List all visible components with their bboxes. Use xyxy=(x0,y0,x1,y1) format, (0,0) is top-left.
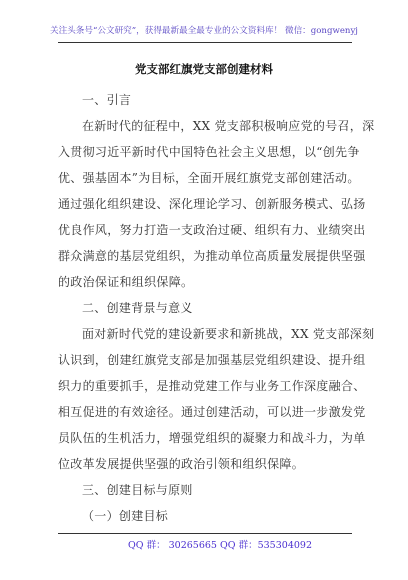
footer-qq-group-1: QQ 群： 30265665 xyxy=(128,540,217,551)
section-heading-goals: 三、创建目标与原则 xyxy=(82,483,193,497)
header-divider xyxy=(58,42,352,43)
paragraph-line: 在新时代的征程中，XX 党支部积极响应党的号召，深 xyxy=(82,119,375,133)
section-heading-intro: 一、引言 xyxy=(82,93,132,107)
paragraph-line: 群众满意的基层党组织，为推动单位高质量发展提供坚强 xyxy=(58,249,366,263)
paragraph-line: 的政治保证和组织保障。 xyxy=(58,275,194,289)
paragraph-line: 织力的重要抓手，是推动党建工作与业务工作深度融合、 xyxy=(58,379,366,393)
paragraph-line: 入贯彻习近平新时代中国特色社会主义思想，以“创先争 xyxy=(58,145,360,159)
subsection-heading-goals: （一）创建目标 xyxy=(82,509,169,523)
paragraph-line: 优良作风，努力打造一支政治过硬、组织有力、业绩突出 xyxy=(58,223,366,237)
document-title: 党支部红旗党支部创建材料 xyxy=(135,62,273,76)
footer-divider xyxy=(58,533,352,534)
paragraph-line: 面对新时代党的建设新要求和新挑战，XX 党支部深刻 xyxy=(82,327,375,341)
footer-qq-group-2: QQ 群：535304092 xyxy=(220,540,312,551)
top-banner: 关注头条号“公文研究”，获得最新最全最专业的公文资料库！ 微信：gongwenyj xyxy=(50,26,358,36)
paragraph-line: 员队伍的生机活力，增强党组织的凝聚力和战斗力，为单 xyxy=(58,431,366,445)
paragraph-line: 位改革发展提供坚强的政治引领和组织保障。 xyxy=(58,457,305,471)
paragraph-line: 相互促进的有效途径。通过创建活动，可以进一步激发党 xyxy=(58,405,366,419)
paragraph-line: 认识到，创建红旗党支部是加强基层党组织建设、提升组 xyxy=(58,353,366,367)
section-heading-background: 二、创建背景与意义 xyxy=(82,301,193,315)
paragraph-line: 通过强化组织建设、深化理论学习、创新服务模式、弘扬 xyxy=(58,197,366,211)
paragraph-line: 优、强基固本”为目标，全面开展红旗党支部创建活动。 xyxy=(58,171,360,185)
